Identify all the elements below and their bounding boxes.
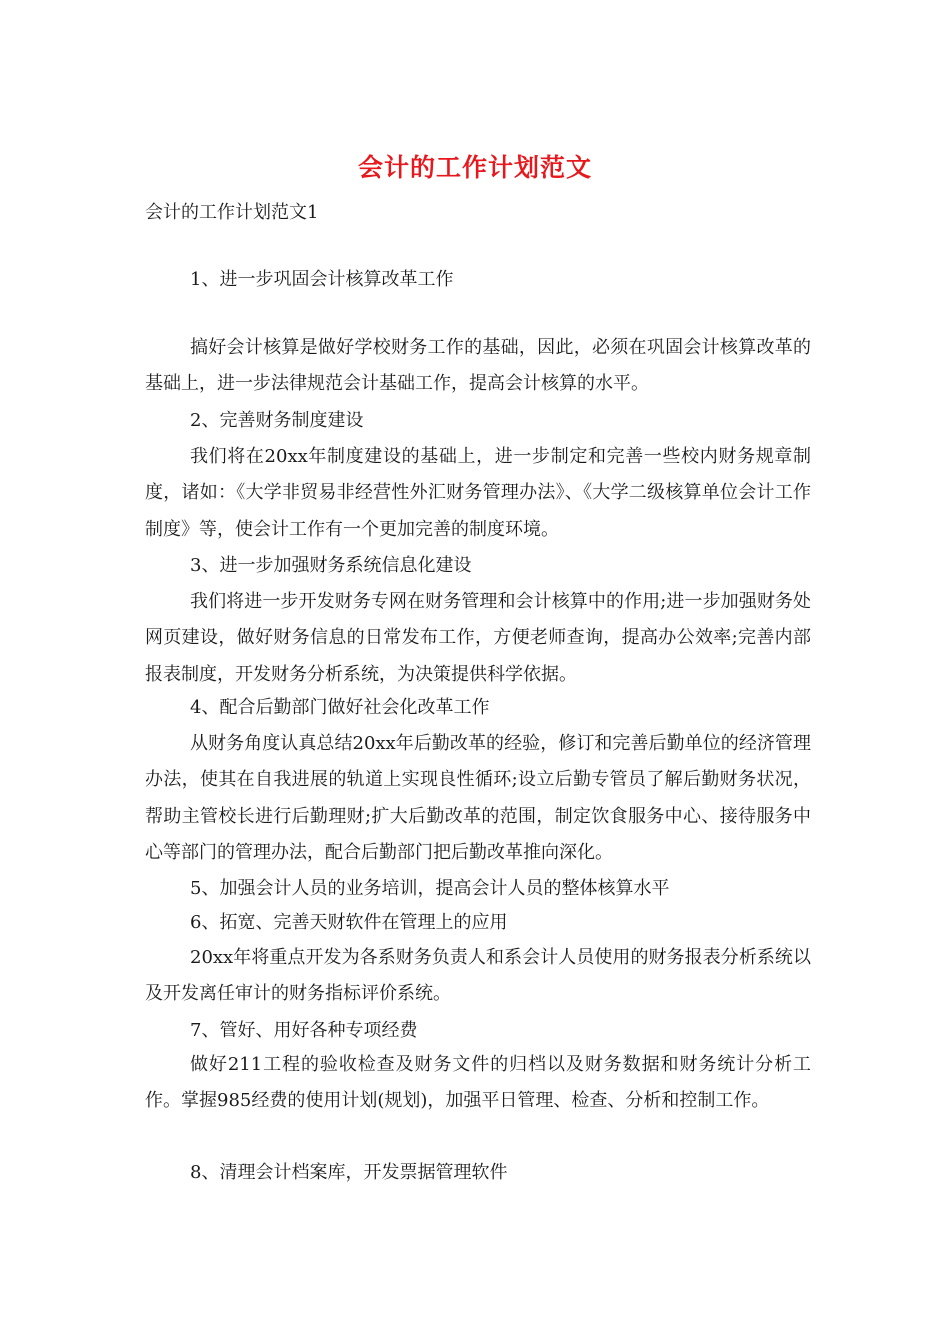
section-heading-8: 8、清理会计档案库，开发票据管理软件 xyxy=(190,1162,508,1183)
section-heading-7: 7、管好、用好各种专项经费 xyxy=(190,1020,418,1041)
section-paragraph-2: 我们将在20xx年制度建设的基础上，进一步制定和完善一些校内财务规章制度，诸如：《大学非贸易非经营性外汇财务管理办法》、《大学二级核算单位会计工作制度》等，使会计工作有一个更加完善的制度环境。 xyxy=(145,446,811,540)
section-heading-1: 1、进一步巩固会计核算改革工作 xyxy=(190,269,454,290)
document-subtitle: 会计的工作计划范文1 xyxy=(145,202,319,223)
section-body-7 xyxy=(145,1047,811,1120)
section-paragraph-4: 从财务角度认真总结20xx年后勤改革的经验，修订和完善后勤单位的经济管理办法，使其在自我进展的轨道上实现良性循环;设立后勤专管员了解后勤财务状况，帮助主管校长进行后勤理财;扩大后勤改革的范围，制定饮食服务中心、接待服务中心等部门的管理办法，配合后勤部门把后勤改革推向深化。 xyxy=(145,733,811,864)
section-paragraph-3: 我们将进一步开发财务专网在财务管理和会计核算中的作用;进一步加强财务处网页建设，做好财务信息的日常发布工作，方便老师查询，提高办公效率;完善内部报表制度，开发财务分析系统，为决策提供科学依据。 xyxy=(145,591,811,685)
section-paragraph-1: 搞好会计核算是做好学校财务工作的基础，因此，必须在巩固会计核算改革的基础上，进一步法律规范会计基础工作，提高会计核算的水平。 xyxy=(145,337,811,395)
section-heading-3: 3、进一步加强财务系统信息化建设 xyxy=(190,555,472,576)
section-body-2 xyxy=(145,439,811,548)
section-heading-6: 6、拓宽、完善天财软件在管理上的应用 xyxy=(190,912,508,933)
section-paragraph-6: 20xx年将重点开发为各系财务负责人和系会计人员使用的财务报表分析系统以及开发离任审计的财务指标评价系统。 xyxy=(145,947,811,1005)
section-paragraph-7: 做好211工程的验收检查及财务文件的归档以及财务数据和财务统计分析工作。掌握985经费的使用计划(规划)，加强平日管理、检查、分析和控制工作。 xyxy=(145,1054,811,1112)
section-heading-5: 5、加强会计人员的业务培训，提高会计人员的整体核算水平 xyxy=(190,878,670,899)
section-heading-2: 2、完善财务制度建设 xyxy=(190,410,364,431)
document-title: 会计的工作计划范文 xyxy=(357,153,592,182)
section-body-1 xyxy=(145,330,811,403)
section-body-6 xyxy=(145,940,811,1013)
section-heading-4: 4、配合后勤部门做好社会化改革工作 xyxy=(190,697,490,718)
section-body-3 xyxy=(145,584,811,693)
section-body-4 xyxy=(145,726,811,872)
